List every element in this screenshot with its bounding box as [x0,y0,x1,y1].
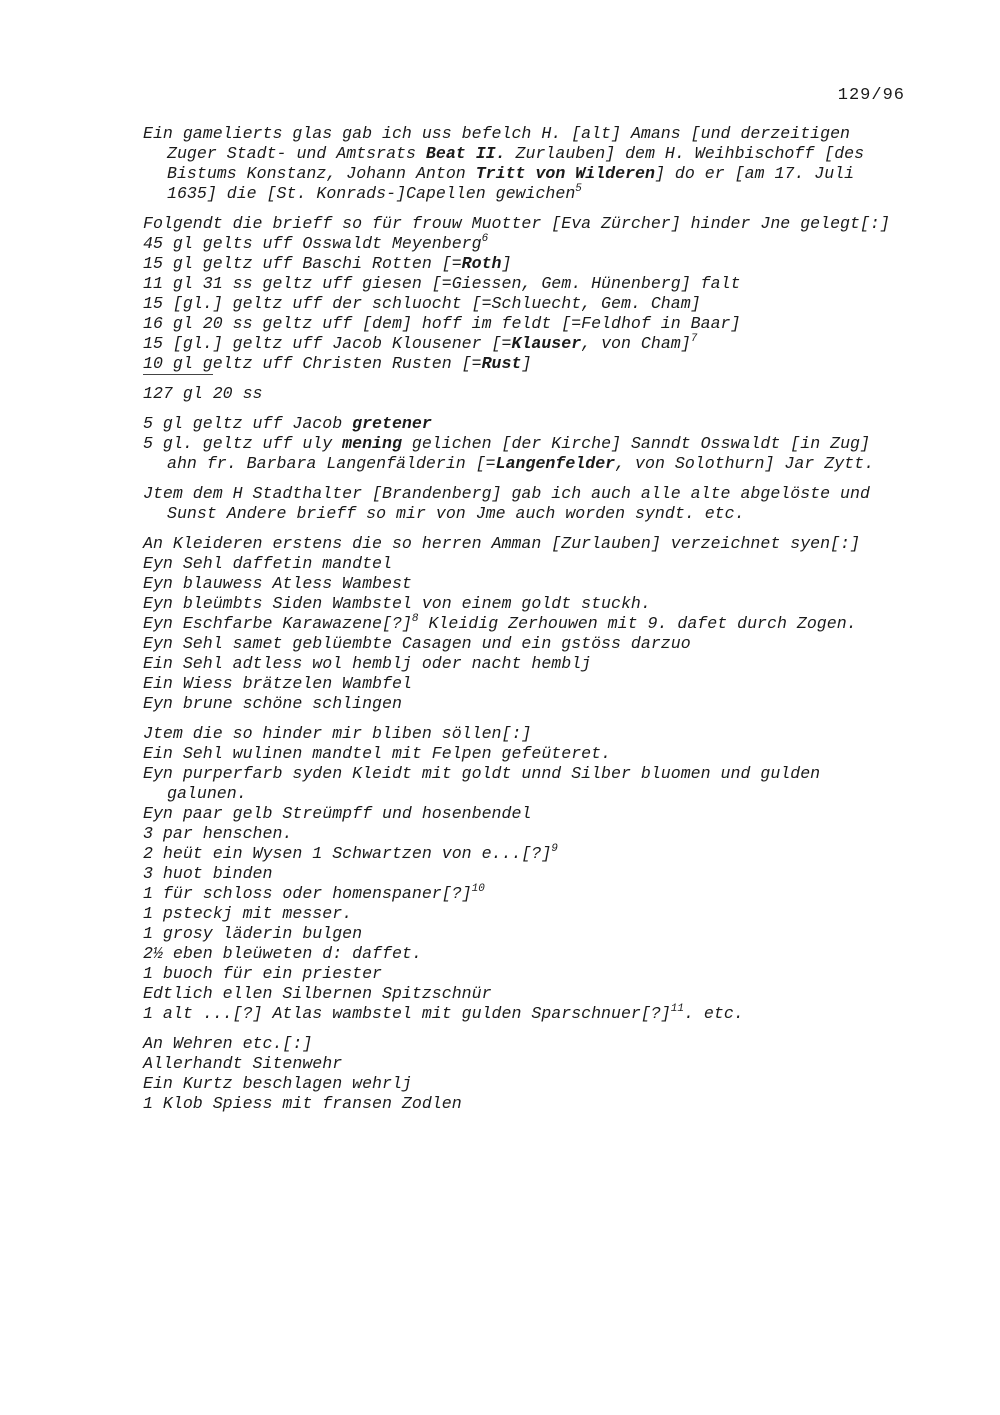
text-line [143,744,908,764]
text-span: Ein Sehl wulinen mandtel mit Felpen gefeüteret. [143,744,612,763]
text-span: Eyn paar gelb Streümpff und hosenbendel [143,804,532,823]
text-span: Eyn Eschfarbe Karawazene[?] [143,614,412,633]
text-span: Ein gamelierts glas gab ich uss befelch H. [alt] Amans [und derzeitigen Zuger Stadt- und Amtsrats [143,124,851,163]
text-span: , von Cham] [581,334,691,353]
text-span: eltz uff Christen Rusten [= [212,354,482,373]
text-span: 16 gl 20 ss geltz uff [dem] hoff im feldt [=Feldhof in Baar] [143,314,741,333]
text-span: Jtem die so hinder mir bliben söllen[:] [143,724,532,743]
text-line [143,384,908,404]
text-line [143,214,908,234]
text-line [143,534,908,554]
footnote-reference: 8 [411,613,419,625]
text-span: Zurlauben] dem H. Weihbischoff [des Bistums Konstanz, Johann Anton [167,144,865,183]
text-line [143,614,908,634]
text-line [143,1004,908,1024]
text-span: 1 für schloss oder homenspaner[?] [143,884,472,903]
text-line [143,804,908,824]
footnote-reference: 10 [471,883,485,895]
text-line [143,574,908,594]
text-line [143,944,908,964]
text-line [143,884,908,904]
text-line [143,634,908,654]
text-line [143,844,908,864]
bold-name: Klauser [511,334,582,353]
text-line [143,864,908,884]
text-span: Jtem dem H Stadthalter [Brandenberg] gab ich auch alle alte abgelöste und Sunst Andere brieff so mir von Jme auch worden syndt. etc. [143,484,870,523]
text-span: 1 Klob Spiess mit fransen Zodlen [143,1094,462,1113]
text-span: 3 par henschen. [143,824,293,843]
bold-name: gretener [352,414,432,433]
text-span: An Kleideren erstens die so herren Amman [Zurlauben] verzeichnet syen[:] [143,534,860,553]
text-span: Allerhandt Sitenwehr [143,1054,343,1073]
text-line [143,654,908,674]
underlined-text: 10 gl g [143,354,213,373]
text-line [143,1034,908,1054]
text-span: Eyn Sehl samet geblüembte Casagen und ein gstöss darzuo [143,634,691,653]
text-span: . etc. [683,1004,744,1023]
text-span: Eyn brune schöne schlingen [143,694,402,713]
bold-name: Roth [461,254,502,273]
text-span: 2 heüt ein Wysen 1 Schwartzen von e...[?] [143,844,552,863]
bold-name: Langenfelder [495,454,616,473]
text-line [143,724,908,744]
footnote-reference: 11 [670,1003,684,1015]
text-span: Edtlich ellen Silbernen Spitzschnür [143,984,492,1003]
text-span: 1 psteckj mit messer. [143,904,353,923]
text-line [143,294,908,314]
text-line [143,354,908,374]
text-span: Eyn Sehl daffetin mandtel [143,554,392,573]
footnote-reference: 6 [481,233,489,245]
text-span: ] do er [am 17. Juli 1635] die [St. Konrads-]Capellen gewichen [167,164,855,203]
text-span: Folgendt die brieff so für frouw Muotter [Eva Zürcher] hinder Jne gelegt[:] [143,214,890,233]
footnote-reference: 7 [690,333,698,345]
text-span: 5 gl geltz uff Jacob [143,414,353,433]
text-line [143,274,908,294]
text-span: 3 huot binden [143,864,273,883]
text-span: Eyn blauwess Atless Wambest [143,574,412,593]
text-span: Eyn bleümbts Siden Wambstel von einem goldt stuckh. [143,594,651,613]
text-line [143,824,908,844]
text-span: An Wehren etc.[:] [143,1034,313,1053]
text-span: , von Solothurn] Jar Zytt. [615,454,875,473]
text-line [143,484,908,524]
text-line [143,764,908,804]
text-span: 15 gl geltz uff Baschi Rotten [= [143,254,462,273]
text-line [143,1074,908,1094]
text-span: 2½ eben bleüweten d: daffet. [143,944,422,963]
bold-name: Tritt von Wilderen [475,164,655,183]
text-span: gelichen [der Kirche] Sanndt Osswaldt [in Zug] ahn fr. Barbara Langenfälderin [= [167,434,870,473]
text-span: 1 grosy läderin bulgen [143,924,363,943]
text-span: 1 buoch für ein priester [143,964,382,983]
text-line [143,554,908,574]
text-span: Ein Sehl adtless wol hemblj oder nacht hemblj [143,654,592,673]
text-line [143,594,908,614]
text-line [143,314,908,334]
footnote-reference: 5 [575,183,582,195]
text-line [143,1094,908,1114]
bold-name: Beat II. [425,144,506,163]
text-line [143,674,908,694]
text-span: 45 gl gelts uff Osswaldt Meyenberg [143,234,482,253]
text-line [143,904,908,924]
text-line [143,334,908,354]
text-line [143,924,908,944]
text-span: Ein Kurtz beschlagen wehrlj [143,1074,412,1093]
text-span: 11 gl 31 ss geltz uff giesen [=Giessen, Gem. Hünenberg] falt [143,274,741,293]
text-span: Eyn purperfarb syden Kleidt mit goldt unnd Silber bluomen und gulden galunen. [143,764,821,803]
document-body [143,124,908,1114]
text-line [143,434,908,474]
text-line [143,984,908,1004]
text-line [143,1054,908,1074]
bold-name: mening [342,434,402,453]
text-span: 15 [gl.] geltz uff der schluocht [=Schluecht, Gem. Cham] [143,294,701,313]
text-line [143,964,908,984]
text-span: ] [521,354,532,373]
text-line [143,414,908,434]
text-span: 127 gl 20 ss [143,384,263,403]
text-span: 5 gl. geltz uff uly [143,434,343,453]
text-span: Ein Wiess brätzelen Wambfel [143,674,412,693]
text-line [143,254,908,274]
text-span: ] [501,254,512,273]
text-span: Kleidig Zerhouwen mit 9. dafet durch Zogen. [418,614,857,633]
bold-name: Rust [481,354,522,373]
footnote-reference: 9 [551,843,558,855]
text-line [143,234,908,254]
text-span: 1 alt ...[?] Atlas wambstel mit gulden Sparschnuer[?] [143,1004,671,1023]
text-line [143,124,908,204]
text-line [143,694,908,714]
page-number: 129/96 [837,86,905,105]
text-span: 15 [gl.] geltz uff Jacob Klousener [= [143,334,512,353]
